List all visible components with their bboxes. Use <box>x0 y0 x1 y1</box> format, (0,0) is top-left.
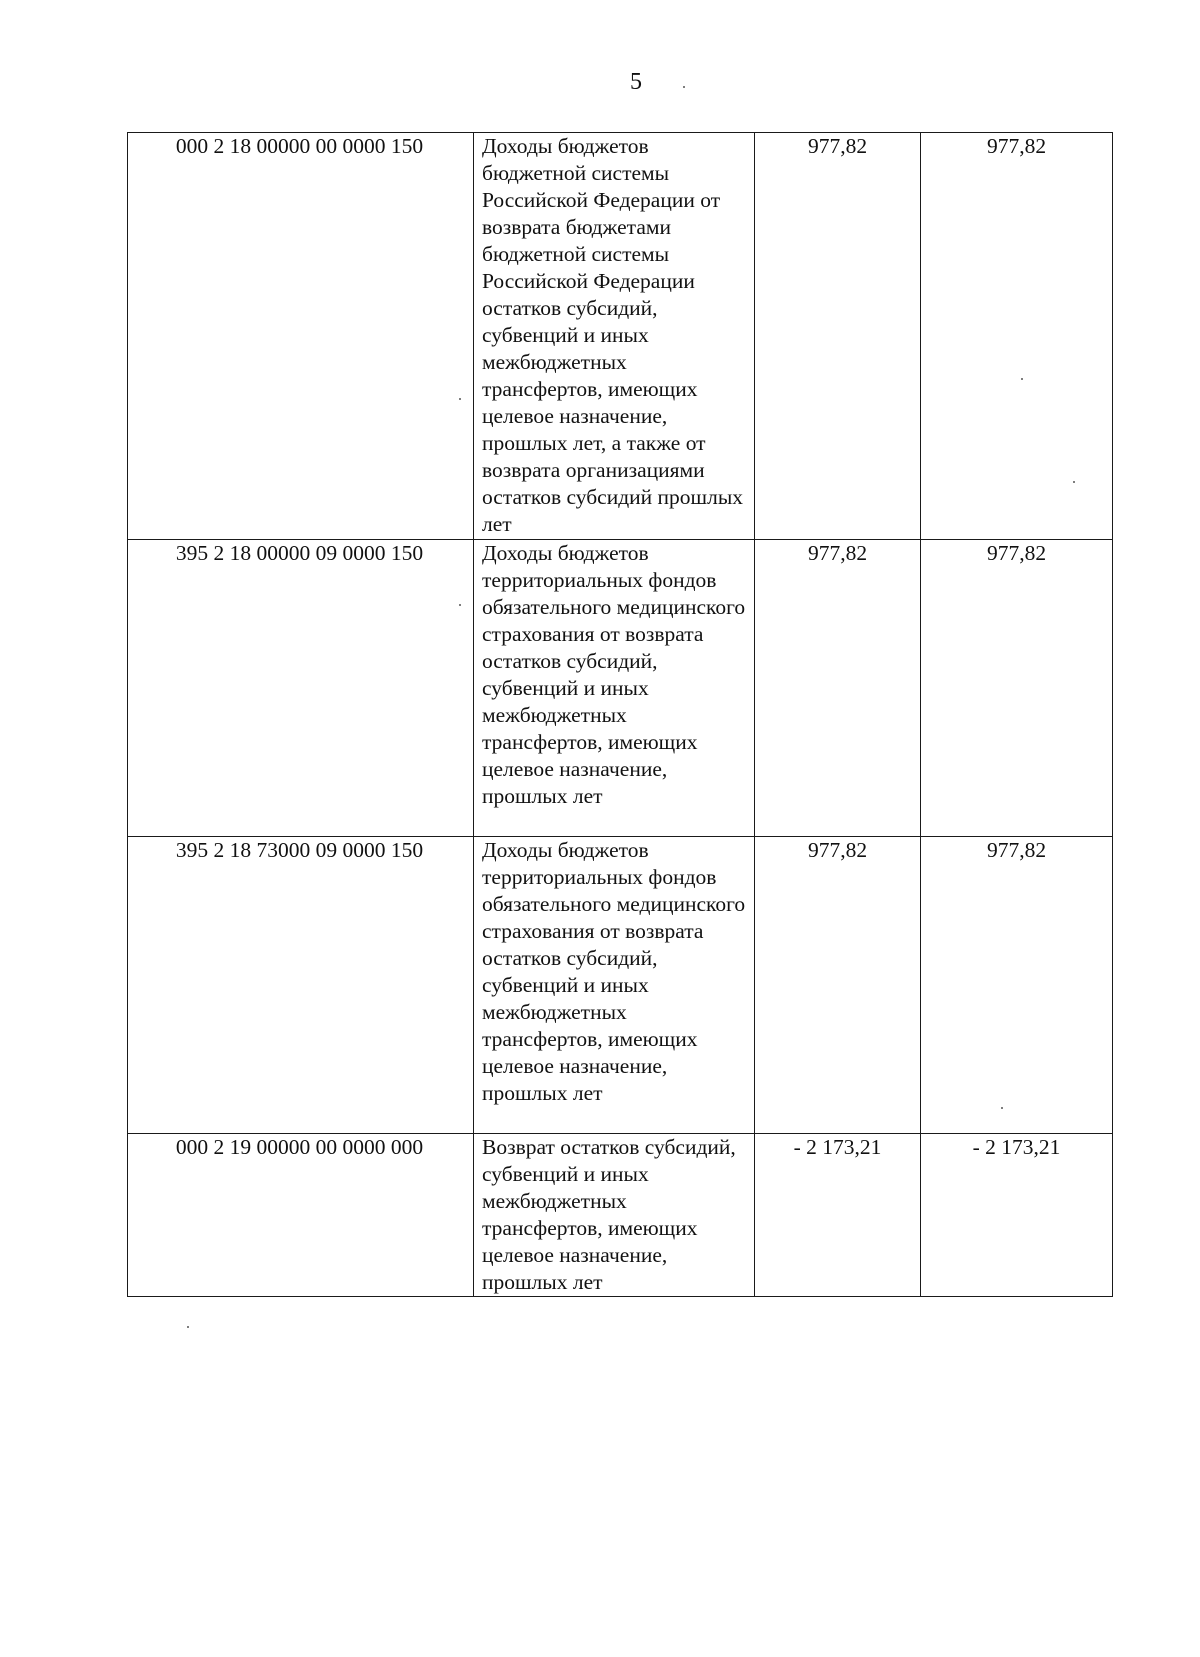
scan-speck <box>187 1326 189 1328</box>
page-number: 5 <box>630 69 642 95</box>
amount-cell-2: 977,82 <box>921 133 1113 540</box>
amount-cell-1: 977,82 <box>755 133 921 540</box>
amount-cell-2: 977,82 <box>921 837 1113 1134</box>
amount-cell-1: - 2 173,21 <box>755 1134 921 1297</box>
amount-cell-2: 977,82 <box>921 540 1113 837</box>
amount-cell-1: 977,82 <box>755 837 921 1134</box>
budget-code-cell: 000 2 19 00000 00 0000 000 <box>128 1134 474 1297</box>
scan-speck <box>683 86 685 88</box>
revenue-name-cell: Доходы бюджетов территориальных фондов обязательного медицинского страхования от возврата остатков субсидий, субвенций и иных межбюджетных трансфертов, имеющих целевое назначение, прошлых лет <box>474 837 755 1134</box>
budget-code-cell: 395 2 18 73000 09 0000 150 <box>128 837 474 1134</box>
budget-revenue-table <box>127 132 1113 1297</box>
revenue-name-cell: Доходы бюджетов бюджетной системы Российской Федерации от возврата бюджетами бюджетной системы Российской Федерации остатков субсидий, субвенций и иных межбюджетных трансфертов, имеющих целевое назначение, прошлых лет, а также от возврата организациями остатков субсидий прошлых лет <box>474 133 755 540</box>
table-row <box>128 540 1113 837</box>
table-row <box>128 133 1113 540</box>
table-row <box>128 837 1113 1134</box>
budget-code-cell: 395 2 18 00000 09 0000 150 <box>128 540 474 837</box>
revenue-name-cell: Доходы бюджетов территориальных фондов обязательного медицинского страхования от возврата остатков субсидий, субвенций и иных межбюджетных трансфертов, имеющих целевое назначение, прошлых лет <box>474 540 755 837</box>
table-row <box>128 1134 1113 1297</box>
budget-code-cell: 000 2 18 00000 00 0000 150 <box>128 133 474 540</box>
amount-cell-2: - 2 173,21 <box>921 1134 1113 1297</box>
revenue-name-cell: Возврат остатков субсидий, субвенций и иных межбюджетных трансфертов, имеющих целевое назначение, прошлых лет <box>474 1134 755 1297</box>
amount-cell-1: 977,82 <box>755 540 921 837</box>
